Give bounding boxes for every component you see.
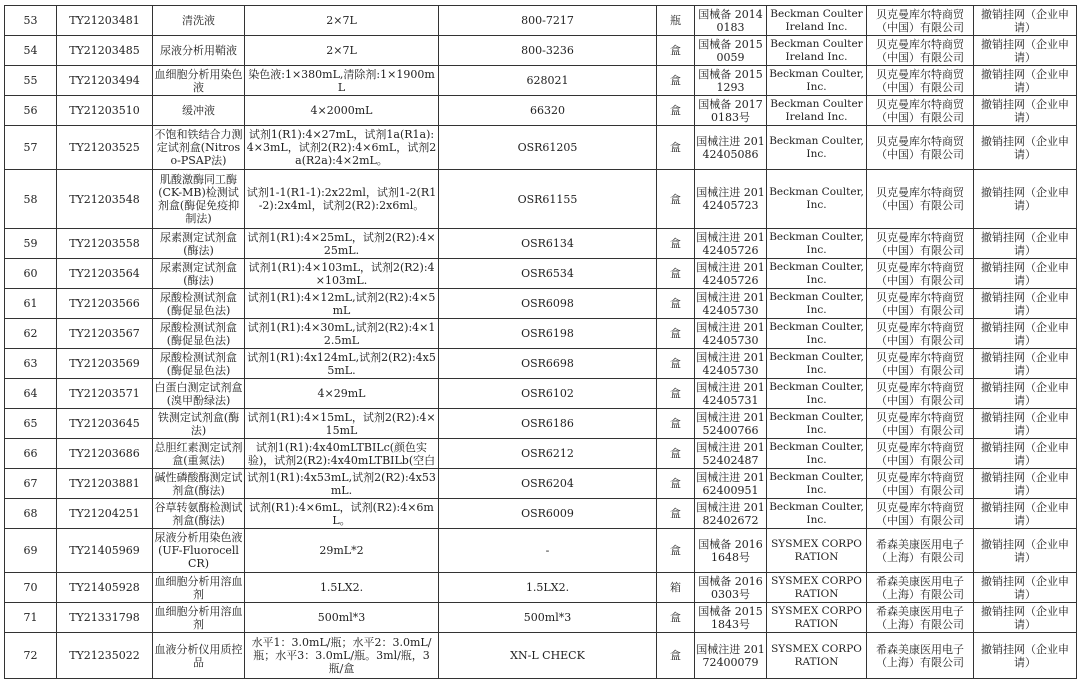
row-number-cell: 54 (5, 36, 57, 66)
registration-number-cell: 国械注进 20142405723 (695, 170, 767, 229)
product-code-cell: TY21203481 (57, 6, 153, 36)
package-unit-cell: 瓶 (657, 6, 695, 36)
product-name-cell: 白蛋白测定试剂盒(溴甲酚绿法) (154, 380, 243, 407)
model-number-cell: 1.5LX2. (439, 573, 657, 603)
product-code-cell: TY21203571 (57, 379, 153, 409)
product-name-cell: 尿酸检测试剂盒(酶促显色法) (153, 289, 245, 319)
manufacturer-cell: Beckman Coulter Ireland Inc. (767, 96, 867, 126)
agent-company-cell: 贝克曼库尔特商贸（中国）有限公司 (867, 6, 974, 36)
product-name-cell: 血液分析仪用质控品 (153, 633, 245, 679)
specification-cell: 水平1：3.0mL/瓶；水平2：3.0mL/瓶；水平3：3.0mL/瓶。3ml/瓶，3瓶/盒 (245, 633, 439, 679)
specification-cell: 500ml*3 (245, 603, 439, 633)
product-name-cell: 尿素测定试剂盒(酶法) (153, 259, 245, 289)
handling-status-cell: 撤销挂网（企业申请） (974, 66, 1077, 96)
model-number-cell: 500ml*3 (439, 603, 657, 633)
agent-company-cell: 希森美康医用电子（上海）有限公司 (867, 603, 974, 633)
manufacturer-cell: SYSMEX CORPORATION (767, 573, 867, 603)
specification-cell: 试剂1(R1):4×27mL，试剂1a(R1a):4×3mL，试剂2(R2):4×6mL，试剂2a(R2a):4×2mL。 (245, 126, 439, 170)
manufacturer-cell: Beckman Coulter, Inc. (767, 66, 867, 96)
model-number-cell: OSR6534 (439, 259, 657, 289)
product-name-cell: 尿酸检测试剂盒(酶促显色法) (153, 349, 245, 379)
agent-company-cell: 贝克曼库尔特商贸（中国）有限公司 (867, 229, 974, 259)
handling-status-cell: 撤销挂网（企业申请） (974, 170, 1077, 229)
product-name-cell: 总胆红素测定试剂盒(重氮法) (154, 440, 243, 467)
package-unit-cell: 盒 (657, 259, 695, 289)
specification-cell: 29mL*2 (245, 529, 439, 573)
product-name-cell: 尿液分析用鞘液 (153, 36, 245, 66)
registration-number-cell: 国械注进 20142405731 (696, 380, 765, 407)
table-row (5, 229, 1077, 259)
package-unit-cell: 盒 (657, 603, 695, 633)
specification-cell: 试剂1(R1):4x40mLTBILc(颜色实验)，试剂2(R2):4x40mLTBILb(空白 (245, 439, 439, 469)
manufacturer-cell: Beckman Coulter, Inc. (767, 170, 867, 229)
row-number-cell: 55 (5, 66, 57, 96)
agent-company-cell: 贝克曼库尔特商贸（中国）有限公司 (867, 439, 974, 469)
package-unit-cell: 盒 (657, 126, 695, 170)
handling-status-cell: 撤销挂网（企业申请） (974, 259, 1077, 289)
registration-number-cell: 国械注进 20142405726 (696, 230, 765, 257)
registration-number-cell: 国械注进 20142405730 (696, 320, 765, 347)
row-number-cell: 65 (5, 409, 57, 439)
product-name-cell: 尿素测定试剂盒(酶法) (153, 229, 245, 259)
row-number-cell: 71 (5, 603, 57, 633)
agent-company-cell: 贝克曼库尔特商贸（中国）有限公司 (867, 349, 974, 379)
product-code-cell: TY21203548 (57, 170, 153, 229)
handling-status-cell: 撤销挂网（企业申请） (974, 126, 1077, 170)
handling-status-cell: 撤销挂网（企业申请） (974, 499, 1077, 529)
package-unit-cell: 盒 (657, 319, 695, 349)
handling-status-cell: 撤销挂网（企业申请） (974, 319, 1077, 349)
package-unit-cell: 盒 (657, 379, 695, 409)
row-number-cell: 70 (5, 573, 57, 603)
agent-company-cell: 贝克曼库尔特商贸（中国）有限公司 (867, 96, 974, 126)
registration-number-cell: 国械备 20170183号 (695, 96, 767, 126)
specification-cell: 染色液:1×380mL,清除剂:1×1900mL (245, 66, 439, 96)
agent-company-cell: 贝克曼库尔特商贸（中国）有限公司 (867, 499, 974, 529)
table-row (5, 66, 1077, 96)
agent-company-cell: 贝克曼库尔特商贸（中国）有限公司 (867, 259, 974, 289)
handling-status-cell: 撤销挂网（企业申请） (974, 349, 1077, 379)
manufacturer-cell: Beckman Coulter, Inc. (767, 229, 867, 259)
model-number-cell: 800-3236 (439, 36, 657, 66)
specification-cell: 2×7L (245, 6, 439, 36)
row-number-cell: 66 (5, 439, 57, 469)
registration-number-cell: 国械备 20151293 (695, 66, 767, 96)
registration-number-cell: 国械备 20161648号 (695, 529, 767, 573)
specification-cell: 试剂1(R1):4×15mL，试剂2(R2):4×15mL (245, 409, 439, 439)
agent-company-cell: 贝克曼库尔特商贸（中国）有限公司 (867, 126, 974, 170)
handling-status-cell: 撤销挂网（企业申请） (974, 36, 1077, 66)
agent-company-cell: 贝克曼库尔特商贸（中国）有限公司 (867, 289, 974, 319)
row-number-cell: 64 (5, 379, 57, 409)
handling-status-cell: 撤销挂网（企业申请） (974, 289, 1077, 319)
manufacturer-cell: Beckman Coulter, Inc. (767, 126, 867, 170)
package-unit-cell: 盒 (657, 36, 695, 66)
model-number-cell: OSR6186 (439, 409, 657, 439)
handling-status-cell: 撤销挂网（企业申请） (974, 96, 1077, 126)
specification-cell: 4×2000mL (245, 96, 439, 126)
row-number-cell: 62 (5, 319, 57, 349)
product-code-cell: TY21203645 (57, 409, 153, 439)
specification-cell: 试剂1(R1):4×12mL,试剂2(R2):4×5mL (245, 289, 439, 319)
model-number-cell: 800-7217 (439, 6, 657, 36)
registration-number-cell: 国械注进 20142405730 (696, 350, 765, 377)
product-name-cell: 肌酸激酶同工酶(CK-MB)检测试剂盒(酶促免疫抑制法) (153, 170, 245, 229)
manufacturer-cell: Beckman Coulter, Inc. (767, 439, 867, 469)
model-number-cell: OSR61155 (439, 170, 657, 229)
manufacturer-cell: Beckman Coulter, Inc. (767, 319, 867, 349)
package-unit-cell: 盒 (657, 96, 695, 126)
row-number-cell: 60 (5, 259, 57, 289)
product-name-cell: 铁测定试剂盒(酶法) (153, 409, 245, 439)
package-unit-cell: 盒 (657, 529, 695, 573)
row-number-cell: 63 (5, 349, 57, 379)
product-code-cell: TY21203566 (57, 289, 153, 319)
product-name-cell: 谷草转氨酶检测试剂盒(酶法) (154, 500, 243, 527)
model-number-cell: - (439, 529, 657, 573)
specification-cell: 1.5LX2. (245, 573, 439, 603)
agent-company-cell: 希森美康医用电子（上海）有限公司 (867, 633, 974, 679)
table-row (5, 259, 1077, 289)
specification-cell: 4×29mL (245, 379, 439, 409)
handling-status-cell: 撤销挂网（企业申请） (974, 529, 1077, 573)
handling-status-cell: 撤销挂网（企业申请） (974, 6, 1077, 36)
product-code-cell: TY21204251 (57, 499, 153, 529)
table-row (5, 96, 1077, 126)
package-unit-cell: 盒 (657, 409, 695, 439)
package-unit-cell: 盒 (657, 170, 695, 229)
row-number-cell: 72 (5, 633, 57, 679)
product-name-cell: 尿酸检测试剂盒(酶促显色法) (153, 319, 245, 349)
table-row (5, 289, 1077, 319)
row-number-cell: 68 (5, 499, 57, 529)
manufacturer-cell: Beckman Coulter, Inc. (767, 379, 867, 409)
table-row (5, 603, 1077, 633)
agent-company-cell: 希森美康医用电子（上海）有限公司 (867, 573, 974, 603)
package-unit-cell: 盒 (657, 633, 695, 679)
product-code-cell: TY21203567 (57, 319, 153, 349)
product-code-cell: TY21203564 (57, 259, 153, 289)
row-number-cell: 69 (5, 529, 57, 573)
package-unit-cell: 箱 (657, 573, 695, 603)
package-unit-cell: 盒 (657, 229, 695, 259)
product-code-cell: TY21405969 (57, 529, 153, 573)
table-row (5, 529, 1077, 573)
product-name-cell: 缓冲液 (153, 96, 245, 126)
product-name-cell: 清洗液 (153, 6, 245, 36)
package-unit-cell: 盒 (657, 349, 695, 379)
handling-status-cell: 撤销挂网（企业申请） (974, 469, 1077, 499)
table-row (5, 6, 1077, 36)
registration-number-cell: 国械注进 20142405730 (696, 290, 765, 317)
row-number-cell: 61 (5, 289, 57, 319)
manufacturer-cell: Beckman Coulter, Inc. (767, 409, 867, 439)
product-name-cell: 尿液分析用染色液(UF-Fluorocell CR) (153, 529, 245, 573)
model-number-cell: OSR6102 (439, 379, 657, 409)
manufacturer-cell: SYSMEX CORPORATION (767, 529, 867, 573)
table-row (5, 633, 1077, 679)
manufacturer-cell: Beckman Coulter, Inc. (767, 349, 867, 379)
table-body (5, 6, 1077, 679)
registration-number-cell: 国械备 20140183 (695, 6, 767, 36)
product-code-cell: TY21331798 (57, 603, 153, 633)
registration-number-cell: 国械注进 20182402672 (696, 500, 765, 527)
agent-company-cell: 贝克曼库尔特商贸（中国）有限公司 (867, 379, 974, 409)
product-code-cell: TY21235022 (57, 633, 153, 679)
row-number-cell: 67 (5, 469, 57, 499)
specification-cell: 试剂1(R1):4x53mL,试剂2(R2):4x53mL. (245, 469, 439, 499)
registration-number-cell: 国械注进 20162400951 (696, 470, 765, 497)
table-row (5, 170, 1077, 229)
agent-company-cell: 希森美康医用电子（上海）有限公司 (867, 529, 974, 573)
model-number-cell: OSR6098 (439, 289, 657, 319)
registration-number-cell: 国械注进 20172400079 (695, 633, 767, 679)
manufacturer-cell: Beckman Coulter, Inc. (767, 499, 867, 529)
model-number-cell: OSR6204 (439, 469, 657, 499)
handling-status-cell: 撤销挂网（企业申请） (974, 573, 1077, 603)
table-row (5, 573, 1077, 603)
registration-number-cell: 国械备 20150059 (695, 36, 767, 66)
row-number-cell: 57 (5, 126, 57, 170)
manufacturer-cell: Beckman Coulter, Inc. (767, 289, 867, 319)
table-row (5, 36, 1077, 66)
specification-cell: 试剂1(R1):4×30mL,试剂2(R2):4×12.5mL (245, 319, 439, 349)
model-number-cell: XN-L CHECK (439, 633, 657, 679)
table-row (5, 319, 1077, 349)
registration-number-cell: 国械注进 20142405726 (696, 260, 765, 287)
product-name-cell: 血细胞分析用染色液 (154, 67, 243, 94)
handling-status-cell: 撤销挂网（企业申请） (974, 229, 1077, 259)
product-table (4, 5, 1077, 679)
table-row (5, 126, 1077, 170)
package-unit-cell: 盒 (657, 66, 695, 96)
row-number-cell: 59 (5, 229, 57, 259)
table-row (5, 379, 1077, 409)
package-unit-cell: 盒 (657, 439, 695, 469)
specification-cell: 试剂1(R1):4×103mL，试剂2(R2):4×103mL. (245, 259, 439, 289)
table-row (5, 409, 1077, 439)
registration-number-cell: 国械注进 20142405086 (695, 126, 767, 170)
package-unit-cell: 盒 (657, 469, 695, 499)
table-row (5, 499, 1077, 529)
manufacturer-cell: Beckman Coulter Ireland Inc. (767, 6, 867, 36)
specification-cell: 试剂1-1(R1-1):2x22ml，试剂1-2(R1-2):2x4ml，试剂2(R2):2x6ml。 (245, 170, 439, 229)
product-code-cell: TY21203569 (57, 349, 153, 379)
product-name-cell: 血细胞分析用溶血剂 (154, 574, 243, 601)
agent-company-cell: 贝克曼库尔特商贸（中国）有限公司 (867, 469, 974, 499)
product-name-cell: 不饱和铁结合力测定试剂盒(Nitroso-PSAP法) (153, 126, 245, 170)
product-code-cell: TY21405928 (57, 573, 153, 603)
agent-company-cell: 贝克曼库尔特商贸（中国）有限公司 (867, 319, 974, 349)
manufacturer-cell: SYSMEX CORPORATION (767, 603, 867, 633)
specification-cell: 试剂(R1):4×6mL，试剂(R2):4×6mL。 (245, 499, 439, 529)
registration-number-cell: 国械备 20160303号 (695, 573, 767, 603)
model-number-cell: OSR6212 (439, 439, 657, 469)
product-code-cell: TY21203686 (57, 439, 153, 469)
specification-cell: 2×7L (245, 36, 439, 66)
model-number-cell: OSR6198 (439, 319, 657, 349)
model-number-cell: OSR6134 (439, 229, 657, 259)
model-number-cell: 628021 (439, 66, 657, 96)
table-row (5, 349, 1077, 379)
product-code-cell: TY21203525 (57, 126, 153, 170)
handling-status-cell: 撤销挂网（企业申请） (974, 409, 1077, 439)
handling-status-cell: 撤销挂网（企业申请） (974, 439, 1077, 469)
model-number-cell: OSR6698 (439, 349, 657, 379)
product-code-cell: TY21203510 (57, 96, 153, 126)
table-row (5, 469, 1077, 499)
manufacturer-cell: Beckman Coulter, Inc. (767, 259, 867, 289)
registration-number-cell: 国械注进 20152402487 (696, 440, 765, 467)
product-code-cell: TY21203494 (57, 66, 153, 96)
model-number-cell: 66320 (439, 96, 657, 126)
manufacturer-cell: Beckman Coulter, Inc. (767, 469, 867, 499)
table-row (5, 439, 1077, 469)
manufacturer-cell: SYSMEX CORPORATION (767, 633, 867, 679)
agent-company-cell: 贝克曼库尔特商贸（中国）有限公司 (867, 36, 974, 66)
specification-cell: 试剂1(R1):4×25mL，试剂2(R2):4×25mL. (245, 229, 439, 259)
product-code-cell: TY21203881 (57, 469, 153, 499)
product-code-cell: TY21203485 (57, 36, 153, 66)
agent-company-cell: 贝克曼库尔特商贸（中国）有限公司 (867, 66, 974, 96)
manufacturer-cell: Beckman Coulter Ireland Inc. (767, 36, 867, 66)
handling-status-cell: 撤销挂网（企业申请） (974, 633, 1077, 679)
registration-number-cell: 国械注进 20152400766 (696, 410, 765, 437)
specification-cell: 试剂1(R1):4x124mL,试剂2(R2):4x55mL. (245, 349, 439, 379)
agent-company-cell: 贝克曼库尔特商贸（中国）有限公司 (867, 409, 974, 439)
row-number-cell: 53 (5, 6, 57, 36)
agent-company-cell: 贝克曼库尔特商贸（中国）有限公司 (867, 170, 974, 229)
product-name-cell: 血细胞分析用溶血剂 (154, 604, 243, 631)
package-unit-cell: 盒 (657, 289, 695, 319)
package-unit-cell: 盒 (657, 499, 695, 529)
handling-status-cell: 撤销挂网（企业申请） (974, 603, 1077, 633)
product-name-cell: 碱性磷酸酶测定试剂盒(酶法) (154, 470, 243, 497)
registration-number-cell: 国械备 20151843号 (695, 603, 767, 633)
model-number-cell: OSR6009 (439, 499, 657, 529)
row-number-cell: 56 (5, 96, 57, 126)
product-code-cell: TY21203558 (57, 229, 153, 259)
row-number-cell: 58 (5, 170, 57, 229)
model-number-cell: OSR61205 (439, 126, 657, 170)
handling-status-cell: 撤销挂网（企业申请） (974, 379, 1077, 409)
